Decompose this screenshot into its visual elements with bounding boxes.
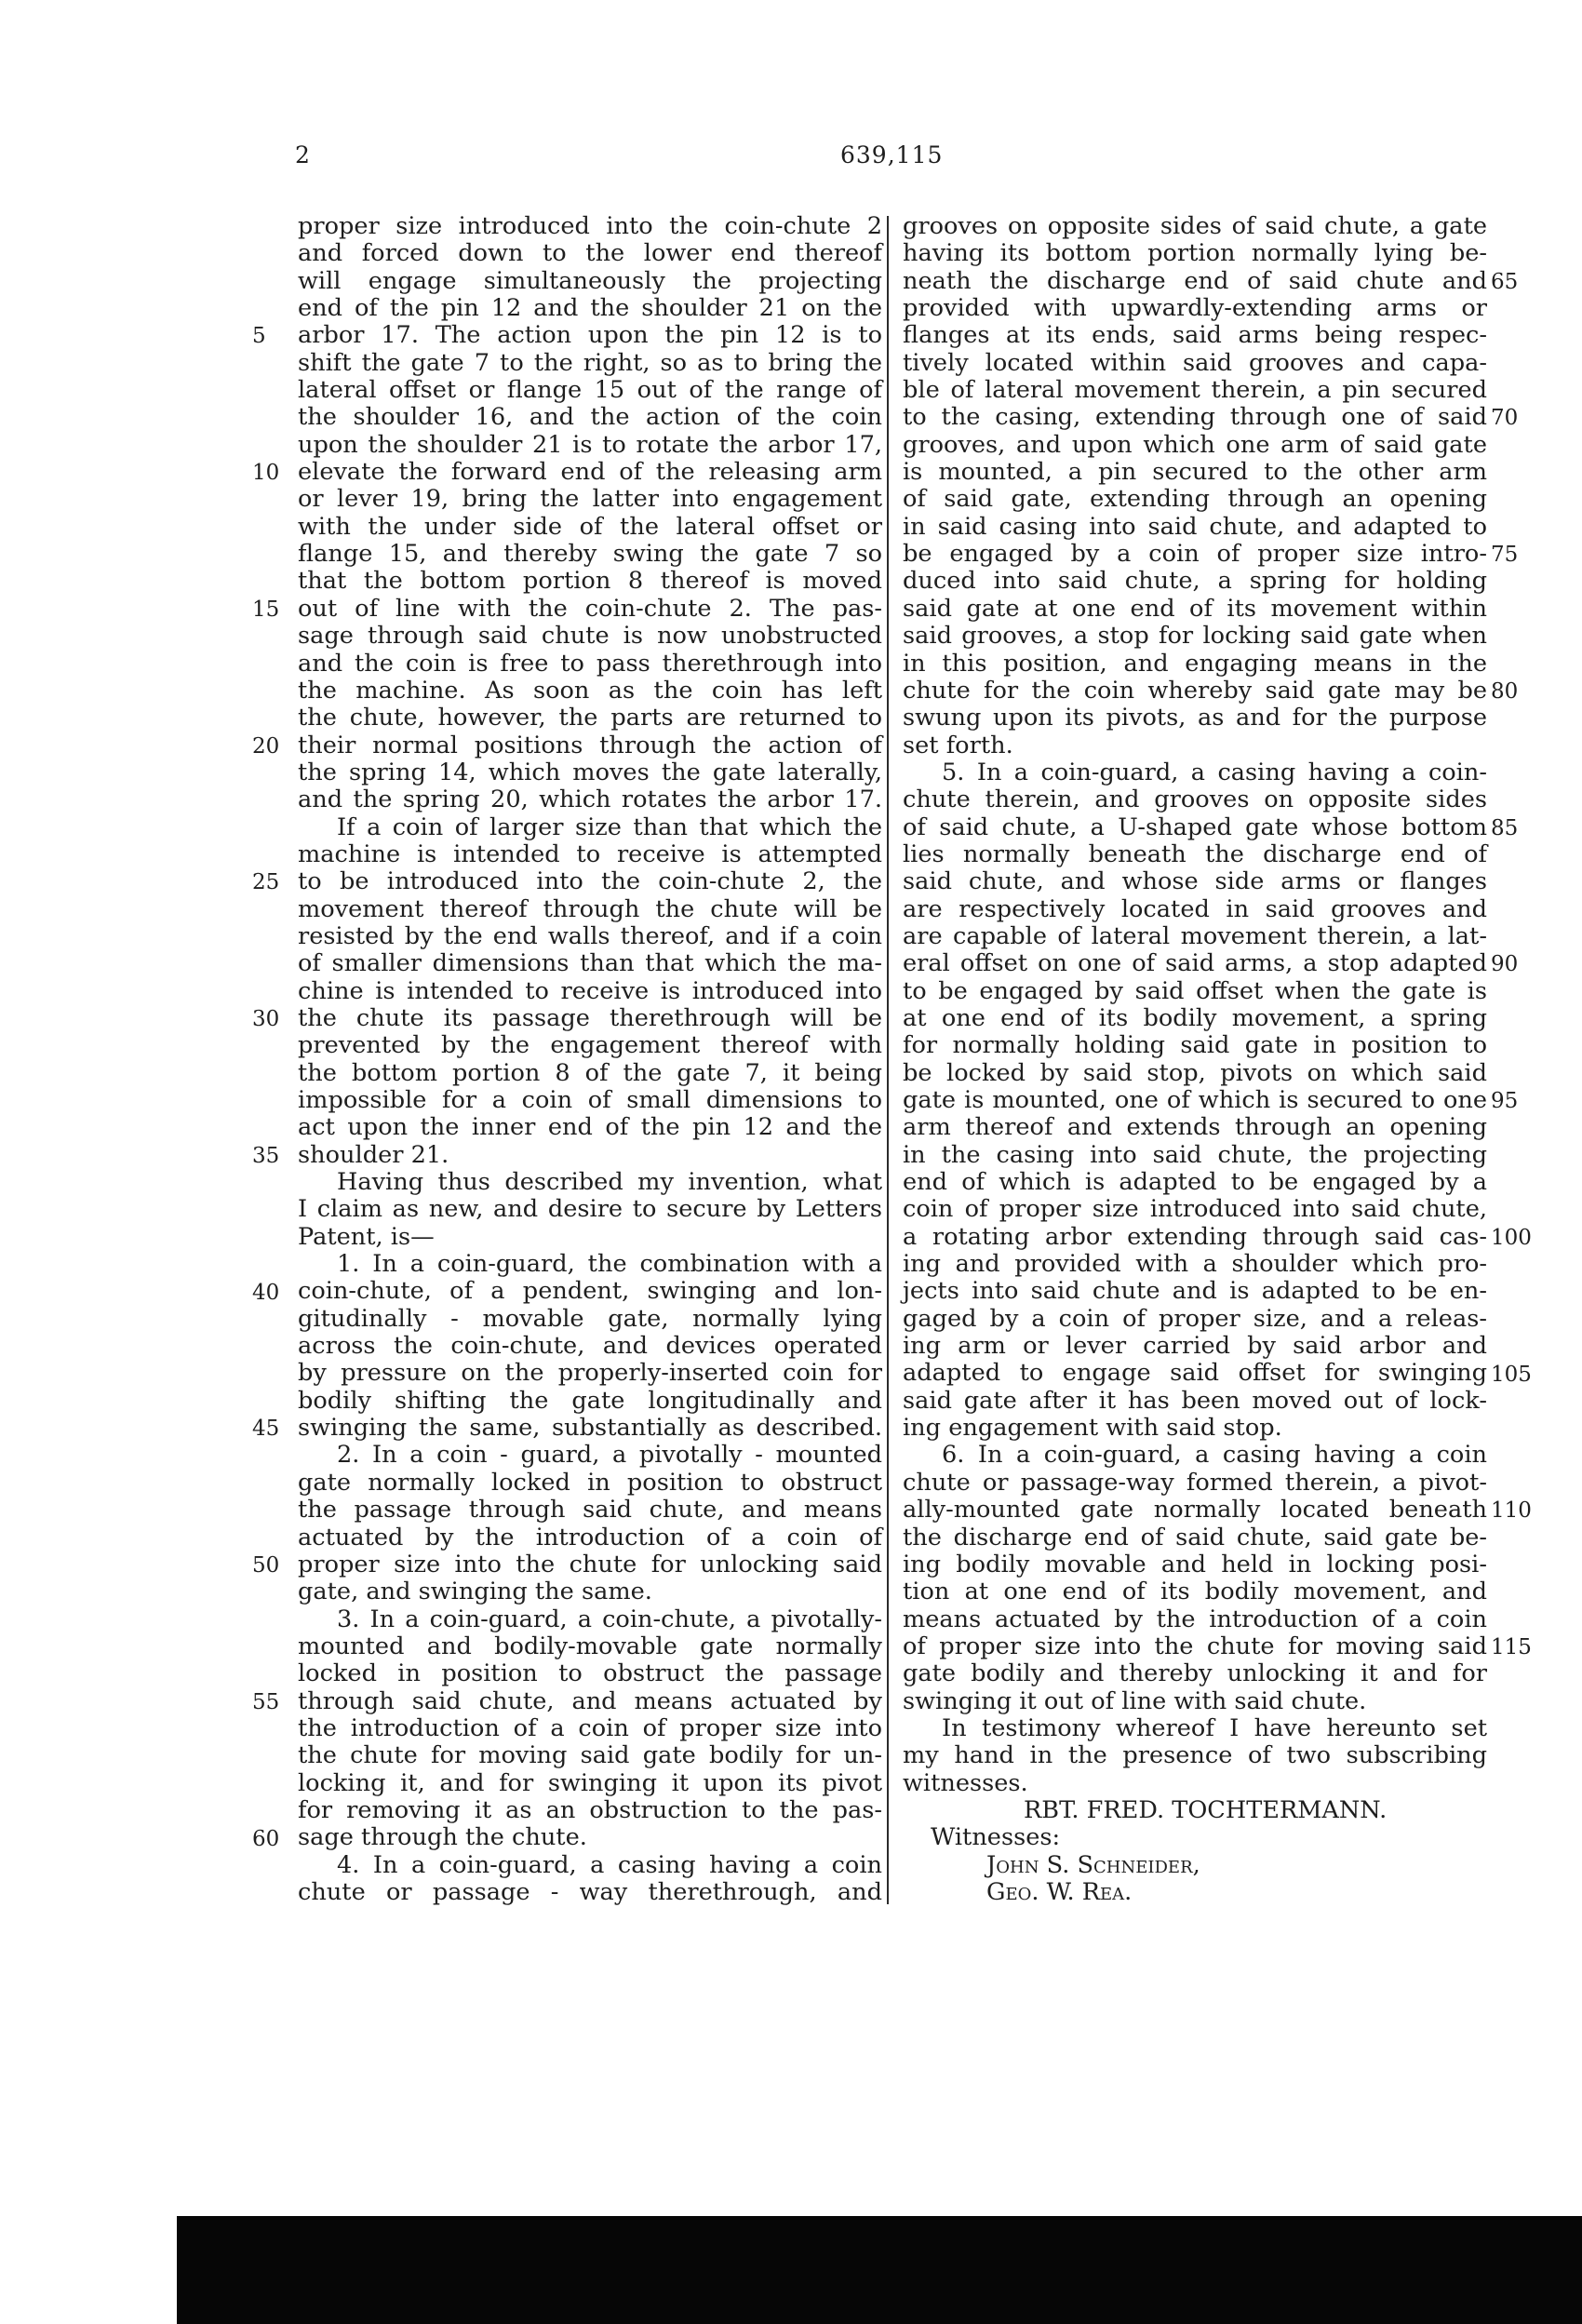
text-line: gate normally locked in position to obstruct: [298, 1468, 882, 1497]
text-line: the spring 14, which moves the gate laterally,: [298, 758, 882, 786]
text-line: of smaller dimensions than that which the ma-: [298, 949, 882, 978]
text-line: lateral offset or flange 15 out of the range of: [298, 376, 882, 405]
text-line: elevate the forward end of the releasing arm: [298, 458, 882, 487]
text-line: chute therein, and grooves on opposite sides: [903, 786, 1487, 814]
line-number: 95: [1491, 1089, 1519, 1114]
text-line: impossible for a coin of small dimensions to: [298, 1086, 882, 1114]
text-line: across the coin-chute, and devices operated: [298, 1332, 882, 1361]
text-line: the chute its passage therethrough will be: [298, 1003, 882, 1032]
text-line: the bottom portion 8 of the gate 7, it being: [298, 1058, 882, 1087]
text-line: said gate at one end of its movement within: [903, 594, 1487, 623]
patent-number: 639,115: [840, 141, 944, 168]
text-line: ing engagement with said stop.: [903, 1414, 1282, 1443]
right-text-column: [903, 213, 1487, 1906]
text-line: chute or passage-way formed therein, a pivot-: [903, 1468, 1487, 1497]
line-number: 35: [252, 1143, 280, 1168]
line-number: 70: [1491, 406, 1519, 431]
text-line: to the casing, extending through one of said: [903, 403, 1487, 432]
text-line: be locked by said stop, pivots on which said: [903, 1058, 1487, 1087]
text-line: the machine. As soon as the coin has left: [298, 676, 882, 705]
text-line: set forth.: [903, 731, 1013, 759]
text-line: the shoulder 16, and the action of the coin: [298, 403, 882, 432]
text-line: sage through the chute.: [298, 1823, 587, 1852]
text-line: shift the gate 7 to the right, so as to bring the: [298, 348, 882, 377]
text-line: ing bodily movable and held in locking posi-: [903, 1550, 1487, 1578]
line-number: 85: [1491, 815, 1519, 840]
text-line: to be engaged by said offset when the gate is: [903, 976, 1487, 1005]
text-line: tively located within said grooves and capa-: [903, 348, 1487, 377]
text-line: chine is intended to receive is introduced into: [298, 976, 882, 1005]
line-number: 65: [1491, 269, 1519, 294]
scan-footer-band: [177, 2216, 1582, 2324]
text-line: arm thereof and extends through an opening: [903, 1113, 1487, 1142]
text-line: the passage through said chute, and means: [298, 1496, 882, 1525]
text-line: out of line with the coin-chute 2. The pas-: [298, 594, 882, 623]
line-number: 75: [1491, 543, 1519, 568]
line-number: 100: [1491, 1225, 1532, 1250]
text-line: 5. In a coin-guard, a casing having a coin-: [942, 758, 1487, 786]
text-line: through said chute, and means actuated by: [298, 1686, 882, 1715]
text-line: sage through said chute is now unobstructed: [298, 622, 882, 651]
line-number: 30: [252, 1007, 280, 1032]
text-line: said chute, and whose side arms or flanges: [903, 867, 1487, 896]
text-line: tion at one end of its bodily movement, and: [903, 1578, 1487, 1606]
text-line: the chute, however, the parts are returned to: [298, 704, 882, 732]
text-line: at one end of its bodily movement, a spring: [903, 1003, 1487, 1032]
text-line: bodily shifting the gate longitudinally and: [298, 1386, 882, 1415]
text-line: swung upon its pivots, as and for the purpose: [903, 704, 1487, 732]
text-line: the introduction of a coin of proper size into: [298, 1713, 882, 1742]
line-number: 55: [252, 1689, 280, 1714]
line-number: 15: [252, 597, 280, 622]
text-line: grooves on opposite sides of said chute, a gate: [903, 212, 1487, 240]
text-line: end of which is adapted to be engaged by a: [903, 1168, 1487, 1197]
text-line: witnesses.: [903, 1768, 1028, 1797]
text-line: Witnesses:: [931, 1823, 1061, 1852]
text-line: prevented by the engagement thereof with: [298, 1031, 882, 1060]
text-line: adapted to engage said offset for swinging: [903, 1359, 1487, 1388]
text-line: is mounted, a pin secured to the other arm: [903, 458, 1487, 487]
text-line: a rotating arbor extending through said cas-: [903, 1222, 1487, 1251]
text-line: upon the shoulder 21 is to rotate the arbor 17,: [298, 430, 882, 459]
text-line: for removing it as an obstruction to the pas-: [298, 1795, 882, 1824]
line-number: 105: [1491, 1362, 1532, 1387]
text-line: of said gate, extending through an opening: [903, 485, 1487, 514]
text-line: act upon the inner end of the pin 12 and the: [298, 1113, 882, 1142]
text-line: If a coin of larger size than that which the: [337, 813, 882, 841]
text-line: said grooves, a stop for locking said gate when: [903, 622, 1487, 651]
text-line: arbor 17. The action upon the pin 12 is to: [298, 321, 882, 350]
text-line: John S. Schneider,: [986, 1850, 1200, 1879]
text-line: neath the discharge end of said chute and: [903, 266, 1487, 295]
text-line: gate is mounted, one of which is secured to one: [903, 1086, 1487, 1114]
text-line: eral offset on one of said arms, a stop adapted: [903, 949, 1487, 978]
text-line: and forced down to the lower end thereof: [298, 239, 882, 268]
text-line: end of the pin 12 and the shoulder 21 on the: [298, 294, 882, 323]
text-line: grooves, and upon which one arm of said gate: [903, 430, 1487, 459]
text-line: and the spring 20, which rotates the arbor 17.: [298, 786, 882, 814]
text-line: be engaged by a coin of proper size intro-: [903, 540, 1487, 569]
text-line: ing and provided with a shoulder which pro-: [903, 1250, 1487, 1279]
text-line: actuated by the introduction of a coin of: [298, 1523, 882, 1552]
line-number: 40: [252, 1280, 280, 1305]
text-line: lies normally beneath the discharge end of: [903, 840, 1487, 868]
text-line: locking it, and for swinging it upon its pivot: [298, 1768, 882, 1797]
line-number: 50: [252, 1553, 280, 1578]
text-line: their normal positions through the action of: [298, 731, 882, 759]
text-line: jects into said chute and is adapted to be en-: [903, 1277, 1487, 1306]
text-line: shoulder 21.: [298, 1140, 449, 1169]
line-number: 5: [252, 324, 266, 349]
text-line: machine is intended to receive is attempted: [298, 840, 882, 868]
text-line: of proper size into the chute for moving said: [903, 1632, 1487, 1660]
text-line: flanges at its ends, said arms being respec-: [903, 321, 1487, 350]
line-number: 20: [252, 733, 280, 759]
text-line: movement thereof through the chute will be: [298, 894, 882, 923]
text-line: ing arm or lever carried by said arbor and: [903, 1332, 1487, 1361]
text-line: the discharge end of said chute, said gate be-: [903, 1523, 1487, 1552]
text-line: resisted by the end walls thereof, and if a coin: [298, 921, 882, 950]
text-line: proper size introduced into the coin-chute 2: [298, 212, 882, 240]
page-number: 2: [295, 141, 311, 168]
line-number: 25: [252, 870, 280, 895]
text-line: having its bottom portion normally lying be-: [903, 239, 1487, 268]
text-line: and the coin is free to pass therethrough into: [298, 649, 882, 678]
text-line: 1. In a coin-guard, the combination with a: [337, 1250, 882, 1279]
line-number: 45: [252, 1417, 280, 1442]
text-line: chute or passage - way therethrough, and: [298, 1877, 882, 1906]
text-line: will engage simultaneously the projecting: [298, 266, 882, 295]
text-line: swinging it out of line with said chute.: [903, 1686, 1367, 1715]
text-line: duced into said chute, a spring for holding: [903, 567, 1487, 596]
line-number: 60: [252, 1826, 280, 1851]
text-line: gate bodily and thereby unlocking it and for: [903, 1659, 1487, 1688]
text-line: Geo. W. Rea.: [986, 1877, 1133, 1906]
text-line: that the bottom portion 8 thereof is moved: [298, 567, 882, 596]
text-line: in said casing into said chute, and adapted to: [903, 512, 1487, 541]
text-line: means actuated by the introduction of a coin: [903, 1605, 1487, 1633]
text-line: in this position, and engaging means in the: [903, 649, 1487, 678]
text-line: gate, and swinging the same.: [298, 1578, 652, 1606]
text-line: are capable of lateral movement therein, a lat-: [903, 921, 1487, 950]
text-line: coin-chute, of a pendent, swinging and lon-: [298, 1277, 882, 1306]
text-line: said gate after it has been moved out of lock-: [903, 1386, 1487, 1415]
line-number: 115: [1491, 1635, 1532, 1660]
text-line: flange 15, and thereby swing the gate 7 so: [298, 540, 882, 569]
text-line: gaged by a coin of proper size, and a releas-: [903, 1304, 1487, 1333]
text-line: my hand in the presence of two subscribing: [903, 1741, 1487, 1770]
text-line: Patent, is—: [298, 1222, 435, 1251]
text-line: gitudinally - movable gate, normally lying: [298, 1304, 882, 1333]
text-line: In testimony whereof I have hereunto set: [942, 1713, 1487, 1742]
text-line: 6. In a coin-guard, a casing having a coin: [942, 1441, 1487, 1470]
line-number: 90: [1491, 952, 1519, 977]
text-line: provided with upwardly-extending arms or: [903, 294, 1487, 323]
text-line: 2. In a coin - guard, a pivotally - mounted: [337, 1441, 882, 1470]
text-line: RBT. FRED. TOCHTERMANN.: [1024, 1795, 1388, 1824]
text-line: locked in position to obstruct the passage: [298, 1659, 882, 1688]
text-line: 3. In a coin-guard, a coin-chute, a pivotally-: [337, 1605, 882, 1633]
text-line: for normally holding said gate in position to: [903, 1031, 1487, 1060]
text-line: to be introduced into the coin-chute 2, the: [298, 867, 882, 896]
text-line: chute for the coin whereby said gate may be: [903, 676, 1487, 705]
left-text-column: [298, 213, 882, 1906]
text-line: of said chute, a U-shaped gate whose bottom: [903, 813, 1487, 841]
text-line: proper size into the chute for unlocking said: [298, 1550, 882, 1578]
text-line: 4. In a coin-guard, a casing having a coin: [337, 1850, 882, 1879]
text-line: are respectively located in said grooves and: [903, 894, 1487, 923]
text-line: swinging the same, substantially as described.: [298, 1414, 882, 1443]
line-number: 110: [1491, 1498, 1532, 1524]
line-number: 10: [252, 461, 280, 486]
text-line: coin of proper size introduced into said chute,: [903, 1195, 1487, 1224]
text-line: with the under side of the lateral offset or: [298, 512, 882, 541]
column-divider: [887, 216, 889, 1904]
text-line: Having thus described my invention, what: [337, 1168, 882, 1197]
text-line: ally-mounted gate normally located beneath: [903, 1496, 1487, 1525]
text-line: by pressure on the properly-inserted coin for: [298, 1359, 882, 1388]
text-line: mounted and bodily-movable gate normally: [298, 1632, 882, 1660]
line-number: 80: [1491, 678, 1519, 704]
text-line: the chute for moving said gate bodily for un-: [298, 1741, 882, 1770]
text-line: in the casing into said chute, the projecting: [903, 1140, 1487, 1169]
text-line: or lever 19, bring the latter into engagement: [298, 485, 882, 514]
text-line: I claim as new, and desire to secure by Letters: [298, 1195, 882, 1224]
text-line: ble of lateral movement therein, a pin secured: [903, 376, 1487, 405]
